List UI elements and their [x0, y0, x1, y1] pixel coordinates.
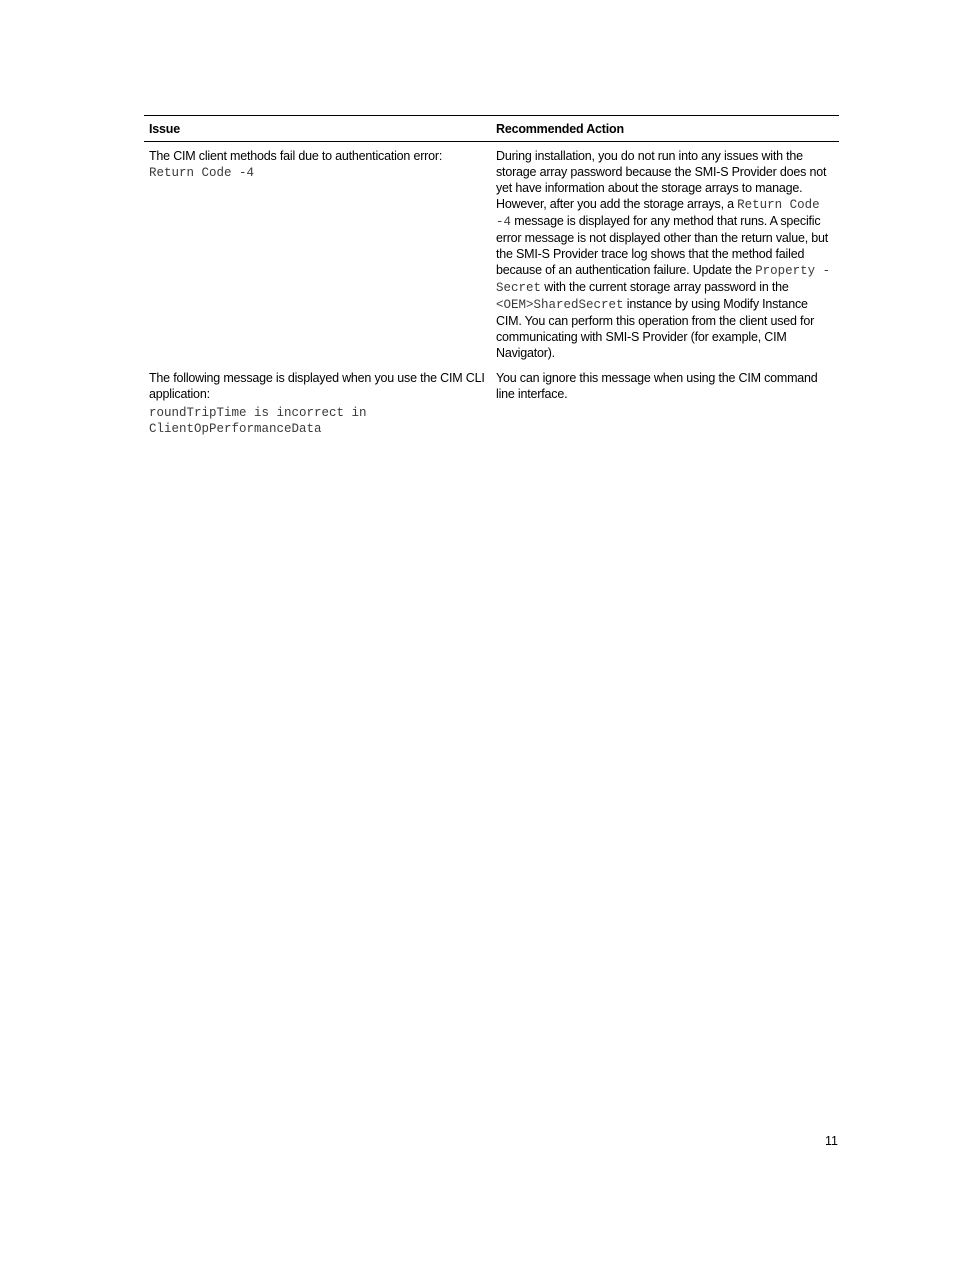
header-issue: Issue — [149, 121, 180, 136]
action-text: instance by using Modify Instance CIM. You can perform this operation from the client used for communicating with SMI-S Provider (for example, CIM Navigator). — [496, 297, 815, 360]
action-code: <OEM>SharedSecret — [496, 298, 624, 312]
action-text: During installation, you do not run into any issues with the storage array password because the SMI-S Provider does not yet have information about the storage arrays to manage. However, after you add the storage arrays, a — [496, 149, 827, 211]
action-code: Return Code -4 — [496, 198, 820, 229]
action-code: Property - Secret — [496, 264, 831, 295]
issue-cell — [144, 365, 491, 441]
table-row — [144, 142, 839, 366]
action-text: message is displayed for any method that runs. A specific error message is not displayed other than the return value, but the SMI-S Provider trace log shows that the method failed because of an authentication failure. Update the — [496, 214, 829, 277]
issue-code: Return Code -4 — [149, 166, 255, 180]
action-text: You can ignore this message when using the CIM command line interface. — [496, 371, 818, 401]
action-cell — [491, 142, 839, 366]
issue-text: The following message is displayed when you use the CIM CLI application: — [149, 371, 485, 401]
header-recommended-action: Recommended Action — [496, 121, 624, 136]
action-cell — [491, 365, 839, 441]
troubleshooting-table — [144, 115, 839, 441]
table-header-row — [144, 116, 839, 142]
action-text: with the current storage array password in the — [541, 280, 789, 294]
issue-code: roundTripTime is incorrect in ClientOpPerformanceData — [149, 406, 367, 436]
issue-text: The CIM client methods fail due to authentication error: — [149, 149, 443, 163]
page-number: 11 — [825, 1134, 838, 1148]
table-row — [144, 365, 839, 441]
issue-cell — [144, 142, 491, 366]
table-header — [144, 116, 839, 142]
